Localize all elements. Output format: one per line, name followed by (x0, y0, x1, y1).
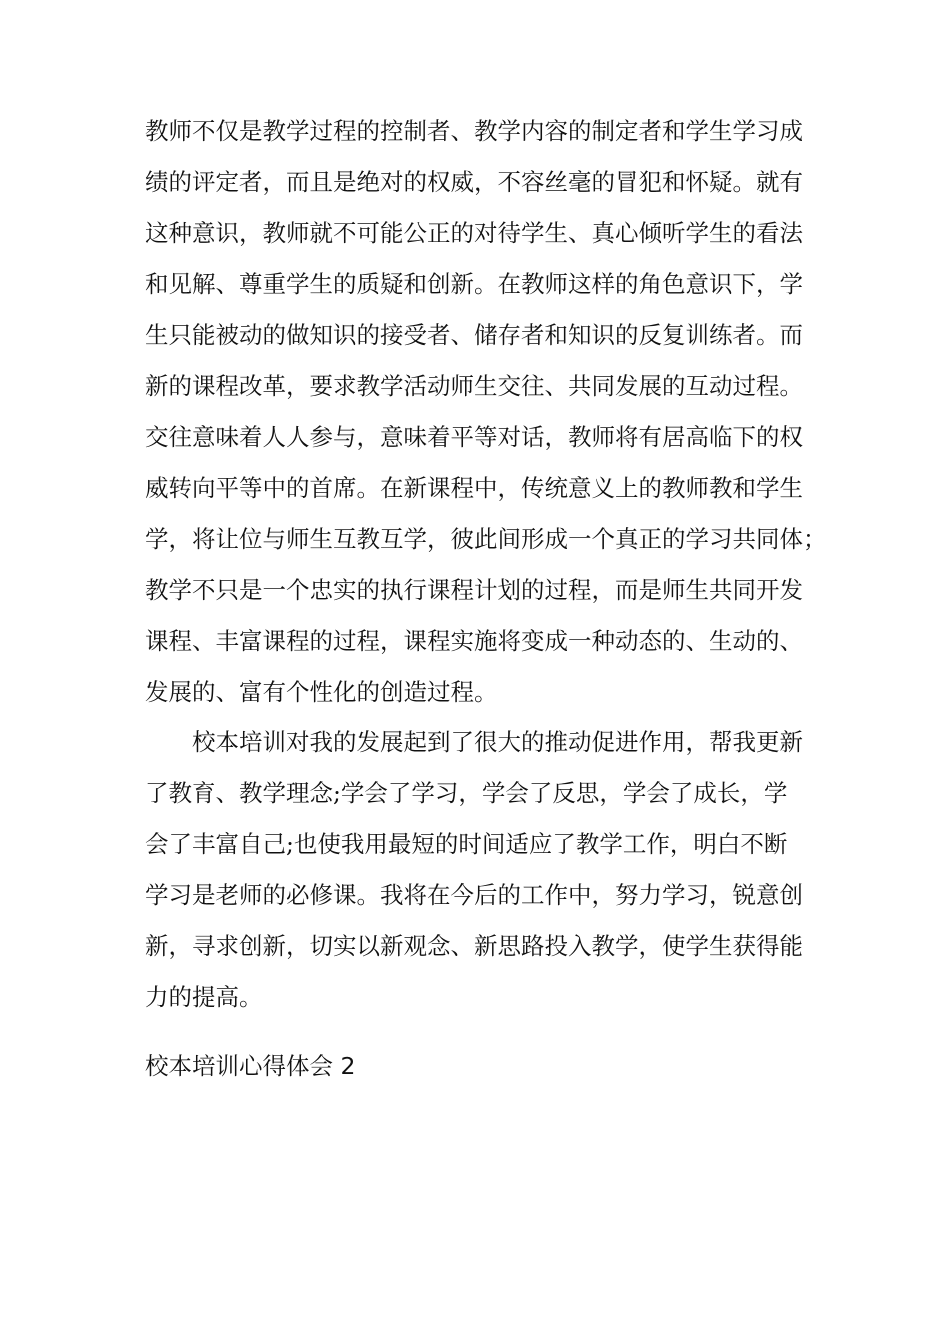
paragraph-line: 了教育、教学理念;学会了学习，学会了反思，学会了成长，学 (145, 779, 788, 807)
paragraph-line: 新，寻求创新，切实以新观念、新思路投入教学，使学生获得能 (145, 932, 803, 960)
paragraph-1 (145, 106, 827, 718)
paragraph-line: 绩的评定者，而且是绝对的权威，不容丝毫的冒犯和怀疑。就有 (145, 168, 803, 196)
paragraph-line: 教学不只是一个忠实的执行课程计划的过程，而是师生共同开发 (145, 576, 803, 604)
section-heading: 校本培训心得体会 2 (145, 1052, 356, 1080)
paragraph-line: 校本培训对我的发展起到了很大的推动促进作用，帮我更新 (192, 728, 803, 756)
paragraph-line: 会了丰富自己;也使我用最短的时间适应了教学工作，明白不断 (145, 830, 788, 858)
paragraph-line: 新的课程改革，要求教学活动师生交往、共同发展的互动过程。 (145, 372, 803, 400)
paragraph-line: 课程、丰富课程的过程，课程实施将变成一种动态的、生动的、 (145, 627, 803, 655)
paragraph-line: 学习是老师的必修课。我将在今后的工作中，努力学习，锐意创 (145, 881, 803, 909)
paragraph-line: 教师不仅是教学过程的控制者、教学内容的制定者和学生学习成 (145, 117, 803, 145)
paragraph-line: 生只能被动的做知识的接受者、储存者和知识的反复训练者。而 (145, 321, 803, 349)
paragraph-line: 发展的、富有个性化的创造过程。 (145, 678, 498, 706)
paragraph-line: 威转向平等中的首席。在新课程中，传统意义上的教师教和学生 (145, 474, 803, 502)
paragraph-line: 这种意识，教师就不可能公正的对待学生、真心倾听学生的看法 (145, 219, 803, 247)
paragraph-line: 力的提高。 (145, 983, 263, 1011)
paragraph-line: 学，将让位与师生互教互学，彼此间形成一个真正的学习共同体； (145, 525, 827, 553)
paragraph-2 (145, 717, 815, 1023)
paragraph-line: 交往意味着人人参与，意味着平等对话，教师将有居高临下的权 (145, 423, 803, 451)
paragraph-line: 和见解、尊重学生的质疑和创新。在教师这样的角色意识下，学 (145, 270, 803, 298)
